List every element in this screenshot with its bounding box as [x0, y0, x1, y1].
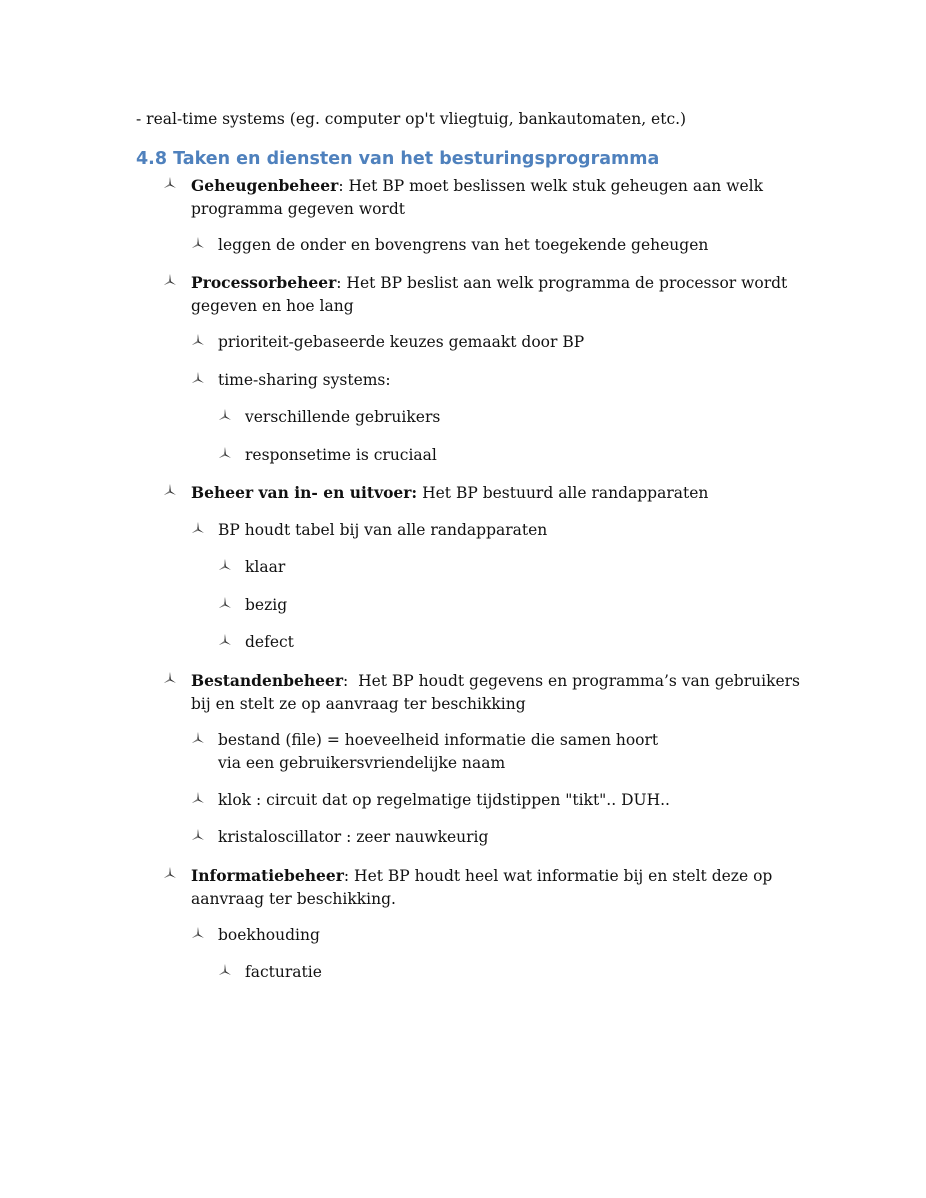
- three-point-star-icon: [191, 731, 205, 745]
- list-item-text: boekhouding: [218, 926, 320, 944]
- three-point-star-icon: [163, 866, 177, 880]
- list-item-text: klok : circuit dat op regelmatige tijdstippen "tikt".. DUH..: [218, 791, 670, 809]
- list-item-text: responsetime is cruciaal: [245, 446, 437, 464]
- three-point-star-icon: [191, 521, 205, 535]
- list-item-text: BP houdt tabel bij van alle randapparaten: [218, 521, 548, 539]
- description: Het BP bestuurd alle randapparaten: [417, 484, 709, 502]
- three-point-star-icon: [218, 446, 232, 460]
- list-item-text: defect: [245, 633, 294, 651]
- list-item-text: [191, 481, 801, 505]
- three-point-star-icon: [191, 926, 205, 940]
- three-point-star-icon: [191, 828, 205, 842]
- three-point-star-icon: [191, 236, 205, 250]
- list-item-text: [191, 864, 801, 911]
- list-item-text: [191, 271, 801, 318]
- three-point-star-icon: [191, 333, 205, 347]
- three-point-star-icon: [218, 963, 232, 977]
- description: : Het BP houdt heel wat informatie bij en stelt deze op aanvraag ter beschikking.: [191, 867, 773, 908]
- list-item-text: [191, 174, 801, 221]
- three-point-star-icon: [163, 671, 177, 685]
- intro-line: - real-time systems (eg. computer op't vliegtuig, bankautomaten, etc.): [136, 110, 687, 128]
- term: Informatiebeheer: [191, 866, 344, 885]
- list-item-text: [191, 669, 805, 716]
- three-point-star-icon: [163, 176, 177, 190]
- list-item-text: kristaloscillator : zeer nauwkeurig: [218, 828, 489, 846]
- term: Bestandenbeheer: [191, 671, 343, 690]
- list-item-text: klaar: [245, 558, 286, 576]
- term: Processorbeheer: [191, 273, 337, 292]
- list-item-text: prioriteit-gebaseerde keuzes gemaakt door BP: [218, 333, 585, 351]
- list-item-text: time-sharing systems:: [218, 371, 391, 389]
- three-point-star-icon: [218, 596, 232, 610]
- list-item-text: bestand (file) = hoeveelheid informatie die samen hoort via een gebruikersvriendelijke naam: [218, 731, 659, 772]
- list-item-text: leggen de onder en bovengrens van het toegekende geheugen: [218, 236, 709, 254]
- list-item-text: facturatie: [245, 963, 322, 981]
- three-point-star-icon: [191, 791, 205, 805]
- three-point-star-icon: [218, 558, 232, 572]
- three-point-star-icon: [163, 483, 177, 497]
- term: Geheugenbeheer: [191, 176, 339, 195]
- list-item-text: bezig: [245, 596, 288, 614]
- three-point-star-icon: [218, 633, 232, 647]
- three-point-star-icon: [218, 408, 232, 422]
- term: Beheer van in- en uitvoer:: [191, 483, 418, 502]
- description: : Het BP beslist aan welk programma de processor wordt gegeven en hoe lang: [191, 274, 788, 315]
- three-point-star-icon: [191, 371, 205, 385]
- list-item-text: verschillende gebruikers: [245, 408, 441, 426]
- three-point-star-icon: [163, 273, 177, 287]
- section-heading: 4.8 Taken en diensten van het besturingsprogramma: [136, 149, 660, 169]
- description: : Het BP moet beslissen welk stuk geheugen aan welk programma gegeven wordt: [191, 177, 764, 218]
- description: : Het BP houdt gegevens en programma’s van gebruikers bij en stelt ze op aanvraag ter beschikking: [191, 672, 805, 713]
